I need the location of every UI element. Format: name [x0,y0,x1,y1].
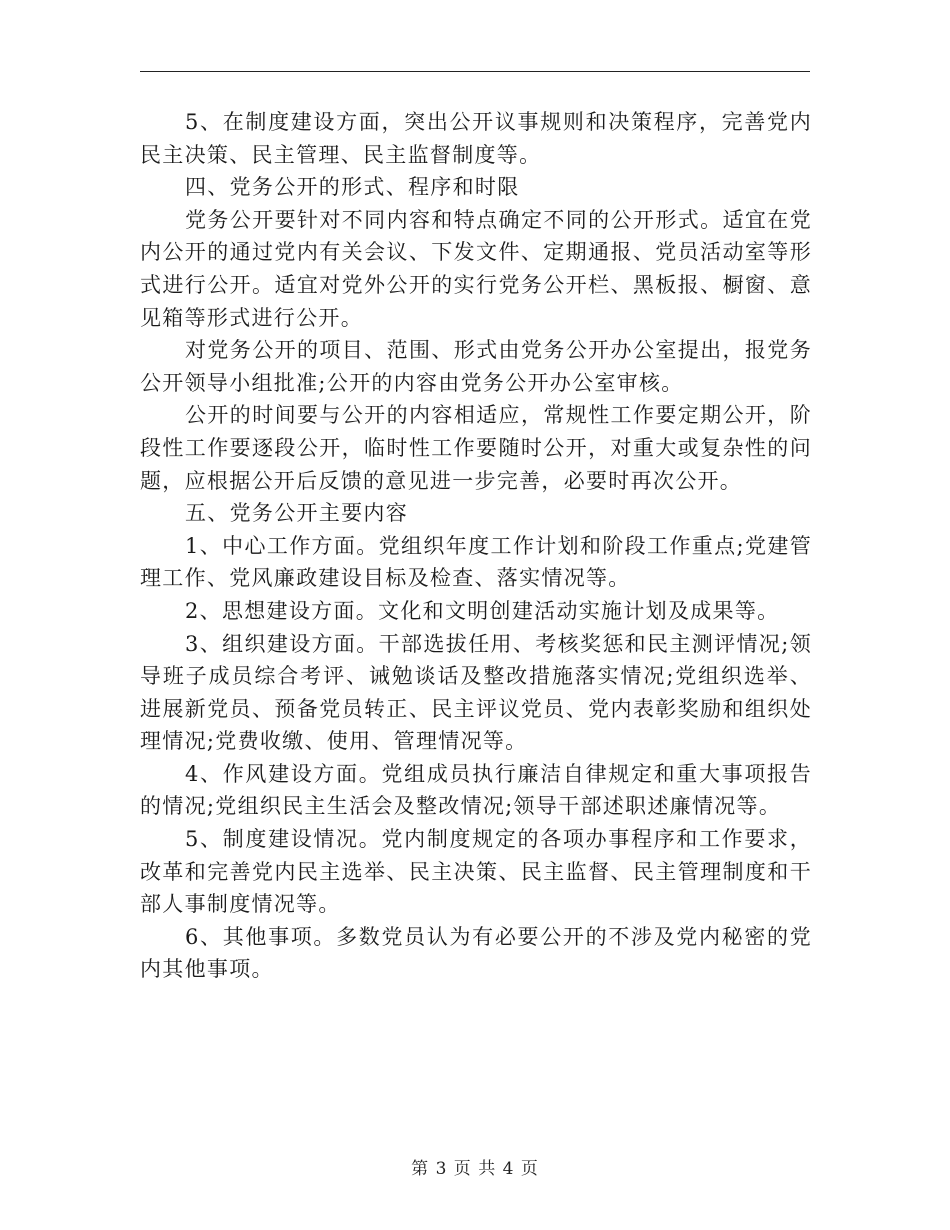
paragraph-item-3-organization: 3、组织建设方面。干部选拔任用、考核奖惩和民主测评情况;领导班子成员综合考评、诫勉谈话及整改措施落实情况;党组织选举、进展新党员、预备党员转正、民主评议党员、党内表彰奖励和组织处理情况;党费收缴、使用、管理情况等。 [140,631,812,754]
paragraph-disclosure-timing: 公开的时间要与公开的内容相适应，常规性工作要定期公开，阶段性工作要逐段公开，临时性工作要随时公开，对重大或复杂性的问题，应根据公开后反馈的意见进一步完善，必要时再次公开。 [140,403,812,493]
page-number-footer: 第 3 页 共 4 页 [411,1159,539,1179]
document-body [140,106,812,986]
paragraph-item-6-other: 6、其他事项。多数党员认为有必要公开的不涉及党内秘密的党内其他事项。 [140,924,812,982]
paragraph-item-4-conduct: 4、作风建设方面。党组成员执行廉洁自律规定和重大事项报告的情况;党组织民主生活会及整改情况;领导干部述职述廉情况等。 [140,761,812,819]
paragraph-disclosure-approval: 对党务公开的项目、范围、形式由党务公开办公室提出，报党务公开领导小组批准;公开的内容由党务公开办公室审核。 [140,338,812,395]
paragraph-disclosure-forms: 党务公开要针对不同内容和特点确定不同的公开形式。适宜在党内公开的通过党内有关会议、下发文件、定期通报、党员活动室等形式进行公开。适宜对党外公开的实行党务公开栏、黑板报、橱窗、意见箱等形式进行公开。 [140,207,812,330]
header-rule [140,71,810,72]
section-heading-main-content: 五、党务公开主要内容 [185,501,408,526]
paragraph-item-5-institution: 5、在制度建设方面，突出公开议事规则和决策程序，完善党内民主决策、民主管理、民主监督制度等。 [140,110,812,167]
section-heading-forms-procedures: 四、党务公开的形式、程序和时限 [185,175,520,200]
paragraph-item-1-central-work: 1、中心工作方面。党组织年度工作计划和阶段工作重点;党建管理工作、党风廉政建设目标及检查、落实情况等。 [140,533,812,591]
paragraph-item-2-ideology: 2、思想建设方面。文化和文明创建活动实施计划及成果等。 [185,598,780,623]
paragraph-item-5-system: 5、制度建设情况。党内制度规定的各项办事程序和工作要求，改革和完善党内民主选举、民主决策、民主监督、民主管理制度和干部人事制度情况等。 [140,827,812,917]
